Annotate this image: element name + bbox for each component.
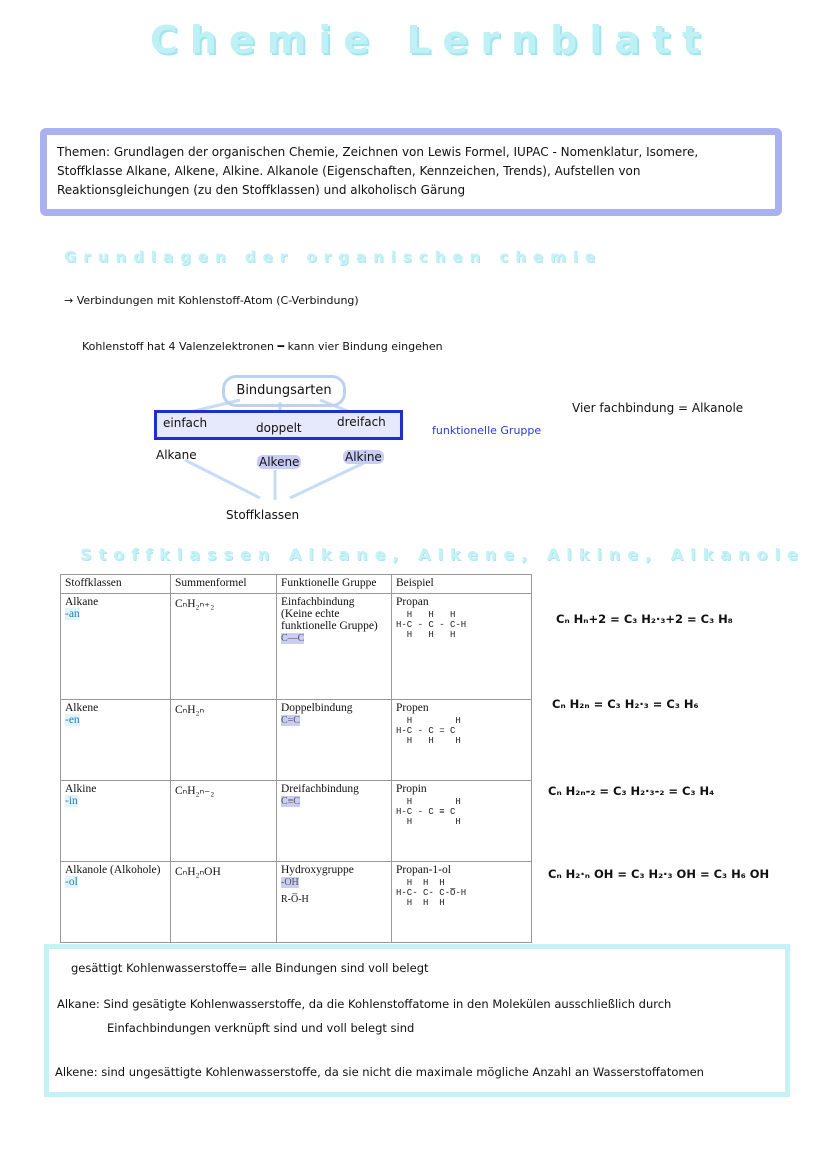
note-verbindungen: → Verbindungen mit Kohlenstoff-Atom (C-Verbindung) <box>64 294 359 307</box>
header-funktionelle-gruppe: Funktionelle Gruppe <box>277 575 392 594</box>
label-stoffklassen: Stoffklassen <box>226 508 300 522</box>
label-funktionelle-gruppe: funktionelle Gruppe <box>432 424 542 437</box>
header-stoffklassen: Stoffklassen <box>61 575 171 594</box>
label-vierfachbindung: Vier fachbindung = Alkanole <box>572 401 744 415</box>
structure-propan: H H H H-C - C - C-H H H H <box>396 610 467 640</box>
structure-propin: H H H-C - C ≡ C H H <box>396 797 461 827</box>
bindungen-box <box>154 410 403 440</box>
table-header-row <box>61 575 532 594</box>
structure-propanol: H H H H-C- C- C-O̅-H H H H <box>396 878 467 908</box>
stoffklassen-table <box>60 574 532 943</box>
label-dreifach: dreifach <box>337 415 386 429</box>
structure-propen: H H H-C - C = C H H H <box>396 716 461 746</box>
header-beispiel: Beispiel <box>392 575 532 594</box>
label-alkine: Alkine <box>345 450 382 464</box>
bindungsarten-pill: Bindungsarten <box>222 375 346 407</box>
header-summenformel: Summenformel <box>171 575 277 594</box>
calc-alkane: Cₙ Hₙ+2 = C₃ H₂·₃+2 = C₃ H₈ <box>556 612 733 626</box>
section2-heading: Stoffklassen Alkane, Alkene, Alkine, Alkanole <box>80 545 805 564</box>
def-gesaettigt: gesättigt Kohlenwasserstoffe= alle Bindungen sind voll belegt <box>71 961 429 975</box>
def-alkane: Alkane: Sind gesätigte Kohlenwasserstoffe, da die Kohlenstoffatome in den Molekülen ausschließlich durch <box>57 997 672 1011</box>
label-einfach: einfach <box>163 416 208 430</box>
themen-text: Themen: Grundlagen der organischen Chemie, Zeichnen von Lewis Formel, IUPAC - Nomenklatur, Isomere, Stoffklasse Alkane, Alkene, Alkine. Alkanole (Eigenschaften, Kennzeichen, Trends), Aufstellen von Reaktionsgleichungen (zu den Stoffklassen) und alkoholisch Gärung <box>57 145 699 197</box>
table-row: Alkane -an CₙH₂ₙ₊₂ Einfachbindung (Keine echte funktionelle Gruppe) C—C Propan H H H H-C - C - C-H H H H <box>61 594 532 700</box>
calc-alkene: Cₙ H₂ₙ = C₃ H₂·₃ = C₃ H₆ <box>552 697 699 711</box>
label-alkane: Alkane <box>156 448 197 462</box>
page-title: Chemie Lernblatt <box>150 18 713 62</box>
label-alkene: Alkene <box>259 455 300 469</box>
table-row: Alkine -in CₙH₂ₙ₋₂ Dreifachbindung C≡C Propin H H H-C - C ≡ C H H <box>61 781 532 862</box>
def-alkane-cont: Einfachbindungen verknüpft sind und voll belegt sind <box>107 1021 415 1035</box>
label-doppelt: doppelt <box>256 421 302 435</box>
def-alkene: Alkene: sind ungesättigte Kohlenwasserstoffe, da sie nicht die maximale mögliche Anzahl an Wasserstoffatomen <box>55 1065 704 1079</box>
definitions-box <box>44 944 790 1097</box>
table-row: Alkanole (Alkohole) -ol CₙH₂ₙOH Hydroxygruppe -OH R-O̅-H Propan-1-ol H H H H-C- C- C-O̅-H H H H <box>61 862 532 943</box>
calc-alkanole: Cₙ H₂·ₙ OH = C₃ H₂·₃ OH = C₃ H₆ OH <box>548 867 770 881</box>
note-kohlenstoff: Kohlenstoff hat 4 Valenzelektronen ━ kann vier Bindung eingehen <box>82 340 443 353</box>
calc-alkine: Cₙ H₂ₙ-₂ = C₃ H₂·₃-₂ = C₃ H₄ <box>548 784 715 798</box>
section1-heading: Grundlagen der organischen chemie <box>64 248 603 266</box>
table-row: Alkene -en CₙH₂ₙ Doppelbindung C=C Propen H H H-C - C = C H H H <box>61 700 532 781</box>
